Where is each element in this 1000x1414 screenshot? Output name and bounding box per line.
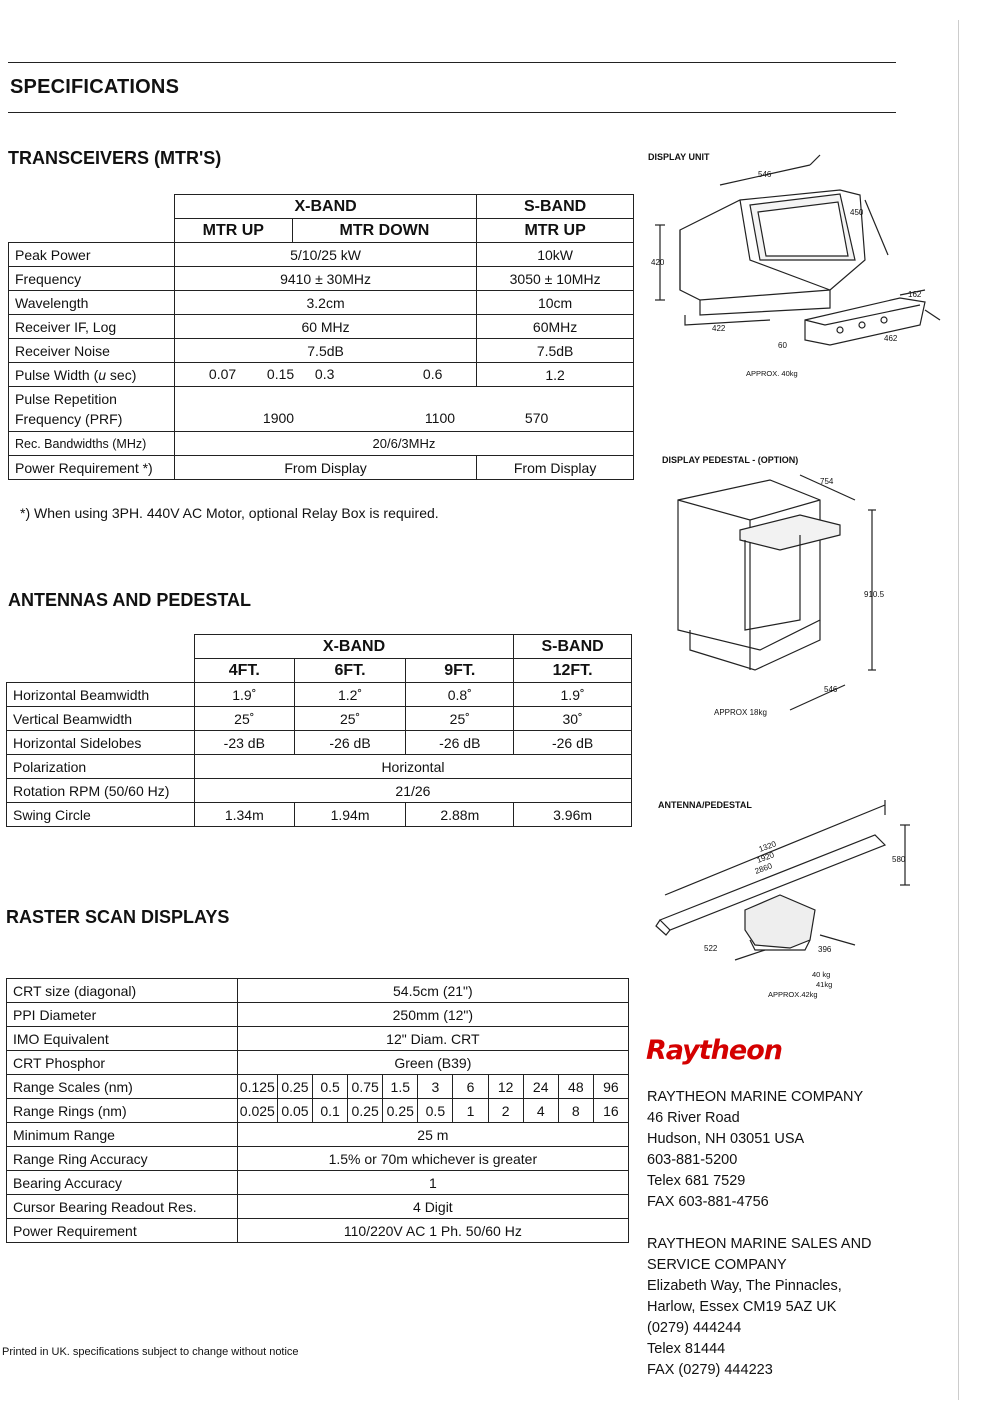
table-row <box>7 1099 629 1123</box>
cell: 0.8˚ <box>406 683 514 707</box>
cell: 7.5dB <box>477 339 634 363</box>
address-line: RAYTHEON MARINE COMPANY <box>647 1089 864 1105</box>
row-label: Range Scales (nm) <box>7 1075 238 1099</box>
cell: 1.9˚ <box>514 683 632 707</box>
row-label: Horizontal Sidelobes <box>7 731 195 755</box>
cell: 0.15 <box>266 366 295 382</box>
cell: 1.9˚ <box>194 683 294 707</box>
address-line: Telex 81444 <box>647 1341 726 1357</box>
transceivers-note: *) When using 3PH. 440V AC Motor, optional Relay Box is required. <box>20 505 439 521</box>
table-row <box>7 707 632 731</box>
table-row <box>9 387 634 432</box>
cell: From Display <box>477 456 634 480</box>
cell: 25 m <box>237 1123 628 1147</box>
row-label <box>9 387 175 432</box>
row-label: Frequency <box>9 267 175 291</box>
title-rule-top <box>8 62 896 63</box>
display-unit-label: DISPLAY UNIT <box>648 152 710 162</box>
dim-546: 546 <box>758 170 772 179</box>
table-row <box>9 315 634 339</box>
address-line: (0279) 444244 <box>647 1320 742 1336</box>
row-label: Bearing Accuracy <box>7 1171 238 1195</box>
transceivers-title: TRANSCEIVERS (MTR'S) <box>8 148 222 168</box>
address-line: RAYTHEON MARINE SALES AND <box>647 1236 872 1252</box>
dim-396: 396 <box>818 945 832 954</box>
address-line: Harlow, Essex CM19 5AZ UK <box>647 1299 837 1315</box>
table-row <box>7 1195 629 1219</box>
title-rule-bottom <box>8 112 896 113</box>
page-title: SPECIFICATIONS <box>10 76 180 98</box>
cell: 1 <box>237 1171 628 1195</box>
label-part: Pulse Width ( <box>15 366 99 383</box>
cell: 0.5 <box>313 1075 348 1099</box>
display-pedestal-weight: APPROX 18kg <box>714 708 767 717</box>
cell: 1900 <box>262 410 295 426</box>
cell: 1.34m <box>194 803 294 827</box>
table-row <box>9 432 634 456</box>
cell: 4 Digit <box>237 1195 628 1219</box>
table-row <box>9 267 634 291</box>
row-label: Power Requirement <box>7 1219 238 1243</box>
row-label: Range Rings (nm) <box>7 1099 238 1123</box>
cell: 25˚ <box>294 707 406 731</box>
cell: 54.5cm (21") <box>237 979 628 1003</box>
address-line: Hudson, NH 03051 USA <box>647 1131 805 1147</box>
cell: 8 <box>558 1099 593 1123</box>
cell: 9410 ± 30MHz <box>174 267 476 291</box>
label-part: Frequency (PRF) <box>15 411 123 427</box>
size-header: 6FT. <box>294 659 406 683</box>
antenna-weight-1: 40 kg <box>812 970 831 979</box>
row-label: Receiver Noise <box>9 339 175 363</box>
label-part: Pulse Repetition <box>15 391 117 407</box>
cell: 20/6/3MHz <box>174 432 633 456</box>
raytheon-logo: Raytheon <box>646 1035 782 1066</box>
cell: 96 <box>593 1075 628 1099</box>
cell: 0.75 <box>348 1075 383 1099</box>
table-row <box>7 1003 629 1027</box>
dim-420: 420 <box>651 258 665 267</box>
cell: From Display <box>174 456 476 480</box>
cell: 0.3 <box>314 366 335 382</box>
address-line: Telex 681 7529 <box>647 1173 746 1189</box>
row-label: Power Requirement *) <box>9 456 175 480</box>
cell: 4 <box>523 1099 558 1123</box>
cell: -26 dB <box>514 731 632 755</box>
table-row <box>7 683 632 707</box>
cell: 3 <box>418 1075 453 1099</box>
x-band-header: X-BAND <box>194 635 513 659</box>
cell: 7.5dB <box>174 339 476 363</box>
mtr-up-header: MTR UP <box>174 219 292 243</box>
cell: 0.5 <box>418 1099 453 1123</box>
cell: 250mm (12") <box>237 1003 628 1027</box>
dim-1920: 1920 <box>755 850 776 865</box>
dim-522: 522 <box>704 944 718 953</box>
cell: 3.96m <box>514 803 632 827</box>
cell: 60MHz <box>477 315 634 339</box>
row-label: Swing Circle <box>7 803 195 827</box>
address-line: 46 River Road <box>647 1110 740 1126</box>
cell: -26 dB <box>406 731 514 755</box>
row-label: Horizontal Beamwidth <box>7 683 195 707</box>
cell: 0.05 <box>277 1099 312 1123</box>
raster-table <box>6 978 629 1243</box>
dim-462: 462 <box>884 334 898 343</box>
antenna-weight-3: APPROX.42kg <box>768 990 818 999</box>
uk-address <box>647 1234 872 1381</box>
cell: 1 <box>453 1099 488 1123</box>
display-pedestal-label: DISPLAY PEDESTAL - (OPTION) <box>662 455 799 465</box>
cell: -23 dB <box>194 731 294 755</box>
row-label <box>9 363 175 387</box>
address-line: 603-881-5200 <box>647 1152 738 1168</box>
cell: 0.25 <box>383 1099 418 1123</box>
cell: 0.07 <box>208 366 237 382</box>
cell: Green (B39) <box>237 1051 628 1075</box>
table-row <box>7 1075 629 1099</box>
cell: 16 <box>593 1099 628 1123</box>
x-band-header: X-BAND <box>174 195 476 219</box>
table-row <box>9 339 634 363</box>
cell: 0.025 <box>237 1099 277 1123</box>
antennas-table <box>6 634 632 827</box>
cell: 3.2cm <box>174 291 476 315</box>
display-pedestal-drawing <box>650 470 910 730</box>
row-label: Rotation RPM (50/60 Hz) <box>7 779 195 803</box>
size-header: 12FT. <box>514 659 632 683</box>
cell: 2 <box>488 1099 523 1123</box>
table-row <box>7 803 632 827</box>
table-row <box>9 243 634 267</box>
dim-450: 450 <box>850 208 864 217</box>
address-line: FAX 603-881-4756 <box>647 1194 769 1210</box>
dim-910: 910.5 <box>864 590 885 599</box>
row-label: Range Ring Accuracy <box>7 1147 238 1171</box>
cell: 6 <box>453 1075 488 1099</box>
size-header: 4FT. <box>194 659 294 683</box>
cell: 1.5% or 70m whichever is greater <box>237 1147 628 1171</box>
cell: 0.125 <box>237 1075 277 1099</box>
cell: 25˚ <box>406 707 514 731</box>
cell: 1.2˚ <box>294 683 406 707</box>
table-row <box>9 456 634 480</box>
row-label: IMO Equivalent <box>7 1027 238 1051</box>
mtr-down-header: MTR DOWN <box>292 219 477 243</box>
row-label: Vertical Beamwidth <box>7 707 195 731</box>
display-unit-drawing <box>640 150 960 390</box>
s-mtr-up-header: MTR UP <box>477 219 634 243</box>
s-band-header: S-BAND <box>514 635 632 659</box>
cell: 1100 <box>424 410 456 426</box>
dim-1320: 1320 <box>757 839 778 854</box>
transceivers-table <box>8 194 634 480</box>
table-row <box>9 363 634 387</box>
antenna-pedestal-drawing <box>640 800 940 1005</box>
footer-note: Printed in UK. specifications subject to change without notice <box>2 1346 299 1358</box>
cell: 12" Diam. CRT <box>237 1027 628 1051</box>
table-row <box>7 1027 629 1051</box>
cell: 24 <box>523 1075 558 1099</box>
table-row <box>7 1051 629 1075</box>
table-row <box>7 731 632 755</box>
row-label: Wavelength <box>9 291 175 315</box>
s-band-header: S-BAND <box>477 195 634 219</box>
label-part: u <box>98 366 107 383</box>
cell: 12 <box>488 1075 523 1099</box>
cell: 0.25 <box>277 1075 312 1099</box>
cell: 0.1 <box>313 1099 348 1123</box>
cell: 0.25 <box>348 1099 383 1123</box>
dim-546: 546 <box>824 685 838 694</box>
cell: 10kW <box>477 243 634 267</box>
dim-162: 162 <box>908 290 922 299</box>
address-line: SERVICE COMPANY <box>647 1257 787 1273</box>
dim-2860: 2860 <box>753 861 774 876</box>
row-label: CRT Phosphor <box>7 1051 238 1075</box>
cell: 5/10/25 kW <box>174 243 476 267</box>
cell: 30˚ <box>514 707 632 731</box>
table-row <box>7 1171 629 1195</box>
table-row <box>7 1123 629 1147</box>
cell: 10cm <box>477 291 634 315</box>
dim-60: 60 <box>778 341 787 350</box>
cell: 1.94m <box>294 803 406 827</box>
antenna-pedestal-label: ANTENNA/PEDESTAL <box>658 800 752 810</box>
row-label: Receiver IF, Log <box>9 315 175 339</box>
table-row <box>7 979 629 1003</box>
row-label: CRT size (diagonal) <box>7 979 238 1003</box>
cell: 570 <box>524 410 549 426</box>
pulse-width-x-cell <box>174 363 476 387</box>
cell: 110/220V AC 1 Ph. 50/60 Hz <box>237 1219 628 1243</box>
cell: 21/26 <box>194 779 631 803</box>
row-label: Polarization <box>7 755 195 779</box>
row-label: Rec. Bandwidths (MHz) <box>9 432 175 456</box>
dim-580: 580 <box>892 855 906 864</box>
prf-cell <box>174 387 633 432</box>
table-row <box>7 1219 629 1243</box>
table-row <box>9 291 634 315</box>
antenna-weight-2: 41kg <box>816 980 833 989</box>
row-label: Minimum Range <box>7 1123 238 1147</box>
cell: 48 <box>558 1075 593 1099</box>
table-row <box>7 755 632 779</box>
address-line: FAX (0279) 444223 <box>647 1362 773 1378</box>
cell: 25˚ <box>194 707 294 731</box>
cell: -26 dB <box>294 731 406 755</box>
cell: 60 MHz <box>174 315 476 339</box>
cell: 0.6 <box>422 366 443 382</box>
cell: 2.88m <box>406 803 514 827</box>
row-label: PPI Diameter <box>7 1003 238 1027</box>
us-address <box>647 1087 863 1213</box>
address-line: Elizabeth Way, The Pinnacles, <box>647 1278 842 1294</box>
cell: 1.5 <box>383 1075 418 1099</box>
raster-title: RASTER SCAN DISPLAYS <box>6 907 230 927</box>
dim-754: 754 <box>820 477 834 486</box>
table-row <box>7 779 632 803</box>
label-part: sec) <box>106 366 137 383</box>
dim-422: 422 <box>712 324 726 333</box>
row-label: Peak Power <box>9 243 175 267</box>
size-header: 9FT. <box>406 659 514 683</box>
cell: Horizontal <box>194 755 631 779</box>
antennas-title: ANTENNAS AND PEDESTAL <box>8 590 252 610</box>
table-row <box>7 1147 629 1171</box>
cell: 1.2 <box>477 363 634 387</box>
cell: 3050 ± 10MHz <box>477 267 634 291</box>
row-label: Cursor Bearing Readout Res. <box>7 1195 238 1219</box>
display-unit-weight: APPROX. 40kg <box>746 369 798 378</box>
